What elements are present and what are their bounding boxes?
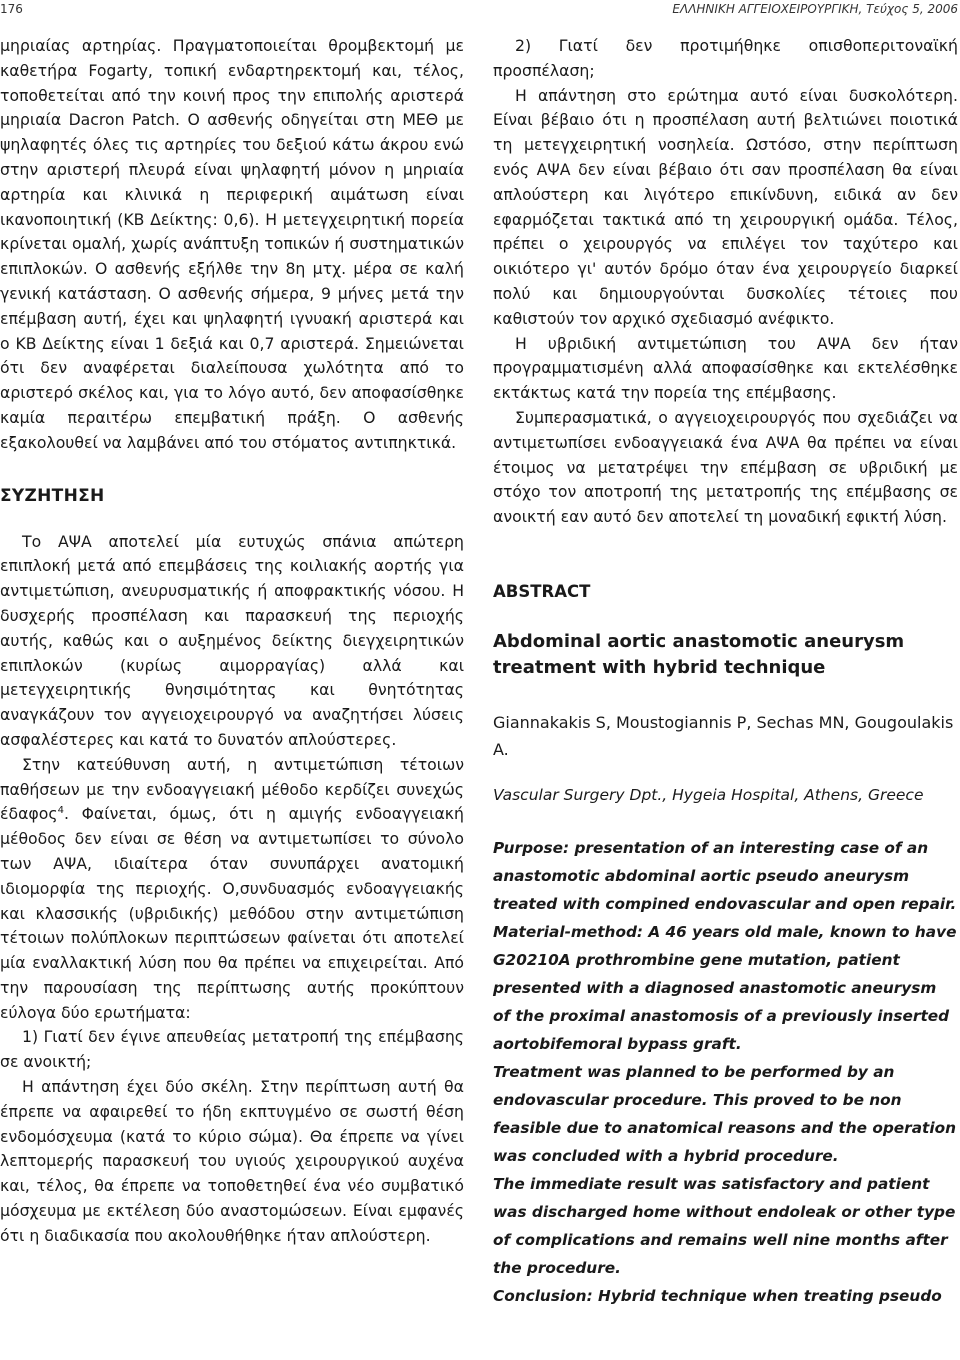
discussion-paragraph-2 — [0, 753, 464, 1026]
abstract-conclusion: Conclusion: Hybrid technique when treating pseudo — [493, 1286, 942, 1305]
page-header — [0, 0, 960, 22]
reference-superscript: 4 — [57, 805, 64, 817]
left-column — [0, 34, 464, 1249]
abstract-treatment: Treatment was planned to be performed by an endovascular procedure. This proved to be non feasible due to anatomical reasons and the operation was concluded with a hybrid procedure. — [493, 1062, 956, 1165]
answer-2: Η απάντηση στο ερώτημα αυτό είναι δυσκολότερη. Είναι βέβαιο ότι η προσπέλαση αυτή βελτιώνει ποιοτικά τη μετεγχειρητική νοσηλεία. Ωστόσο, στην περίπτωση ενός ΑΨΑ δεν είναι βέβαιο ότι σαν προσπέλαση θα είναι απλούστερη και λιγότερο επικίνδυνη, ειδικά αν δεν εφαρμόζεται τακτικά από τη χειρουργική ομάδα. Τέλος, πρέπει ο χειρουργός να επιλέγει τον ταχύτερο και οικιότερο γι' αυτόν δρόμο όταν ένα χειρουργείο διαρκεί πολύ και δημιουργούνται δυσκολίες τέτοιες που καθιστούν τον αρχικό σχεδιασμό ανέφικτο. — [493, 85, 958, 328]
abstract-title: Abdominal aortic anastomotic aneurysm treatment with hybrid technique — [493, 630, 905, 678]
abstract-method: Material-method: A 46 years old male, known to have G20210A prothrombine gene mutation, patient presented with a diagnosed anastomotic aneurysm of the proximal anastomosis of a previously inserted aortobifemoral bypass graft. — [493, 922, 957, 1053]
abstract-authors: Giannakakis S, Moustogiannis P, Sechas MN, Gougoulakis A. — [493, 712, 954, 759]
answer-1: Η απάντηση έχει δύο σκέλη. Στην περίπτωση αυτή θα έπρεπε να αφαιρεθεί το ήδη εκπτυγμένο σε σωστή θέση ενδομόσχευμα (κατά το κύριο σώμα). Θα έπρεπε να γίνει λεπτομερής παρασκευή του υγιούς χειρουργικού αυχένα και, τέλος, θα έπρεπε να τοποθετηθεί ένα νέο συμβατικό μόσχευμα με εκτέλεση δύο αναστομώσεων. Είναι εμφανές ότι η διαδικασία που ακολουθήθηκε ήταν απλούστερη. — [0, 1077, 464, 1245]
journal-title: ΕΛΛΗΝΙΚΗ ΑΓΓΕΙΟΧΕΙΡΟΥΡΓΙΚΗ, Τεύχος 5, 2006 — [672, 2, 958, 16]
hybrid-paragraph: Η υβριδική αντιμετώπιση του ΑΨΑ δεν ήταν προγραμματισμένη αλλά αποφασίσθηκε και εκτελέσθηκε εκτάκτως κατά την πορεία της επέμβασης. — [493, 333, 958, 403]
abstract-purpose: Purpose: presentation of an interesting case of an anastomotic abdominal aortic pseudo aneurysm treated with compined endovascular and open repair. — [493, 838, 957, 913]
question-2: 2) Γιατί δεν προτιμήθηκε οπισθοπεριτοναϊκή προσπέλαση; — [493, 36, 958, 80]
conclusion-paragraph: Συμπερασματικά, ο αγγειοχειρουργός που σχεδιάζει να αντιμετωπίσει ενδοαγγειακά ένα ΑΨΑ θα πρέπει να είναι έτοιμος να μετατρέψει την επέμβαση σε υβριδική με στόχο τον αποτροπή της μετατροπής της επέμβασης σε ανοικτή εαν αυτό δεν αποτελεί τη μοναδική εφικτή λύση. — [493, 407, 958, 527]
question-1: 1) Γιατί δεν έγινε απευθείας μετατροπή της επέμβασης σε ανοικτή; — [0, 1027, 464, 1072]
abstract-affiliation: Vascular Surgery Dpt., Hygeia Hospital, Athens, Greece — [493, 785, 924, 804]
abstract-heading: ABSTRACT — [493, 581, 591, 601]
case-continuation-paragraph: μηριαίας αρτηρίας. Πραγματοποιείται θρομβεκτομή με καθετήρα Fogarty, τοπική ενδαρτηρεκτομή και, τέλος, τοποθετείται από την κοινή προς την επιπολής αριστερά μηριαία Dacron Patch. Ο ασθενής οδηγείται στη ΜΕΘ με ψηλαφητές όλες τις αρτηρίες του δεξιού κάτω άκρου ενώ στην αριστερή πλευρά είναι ψηλαφητή μόνον η μηριαία αρτηρία και κλινικά η περιφερική αιμάτωση είναι ικανοποιητική (ΚΒ Δείκτης: 0,6). Η μετεγχειρητική πορεία κρίνεται ομαλή, χωρίς ανάπτυξη τοπικών ή συστηματικών επιπλοκών. Ο ασθενής εξήλθε την 8η μτχ. μέρα σε καλή γενική κατάσταση. Ο ασθενής σήμερα, 9 μήνες μετά την επέμβαση αυτή, έχει και ψηλαφητή ιγνυακή αριστερά και ο ΚΒ Δείκτης είναι 1 δεξιά και 0,7 αριστερά. Σημειώνεται ότι δεν αναφέρεται διαλείπουσα χωλότητα από το αριστερό σκέλος και, για το λόγο αυτό, δεν αποφασίσθηκε καμία περαιτέρω επεμβατική πράξη. Ο ασθενής εξακολουθεί να λαμβάνει από του στόματος αντιπηκτικά. — [0, 36, 464, 452]
abstract-result: The immediate result was satisfactory and patient was discharged home without endoleak or other type of complications and remains well nine months after the procedure. — [493, 1174, 956, 1277]
section-title-discussion: ΣΥΖΗΤΗΣΗ — [0, 485, 105, 506]
discussion-paragraph-1: Το ΑΨΑ αποτελεί μία ευτυχώς σπάνια απώτερη επιπλοκή μετά από επεμβάσεις της κοιλιακής αορτής για αντιμετώπιση, ανευρυσματικής ή αποφρακτικής νόσου. Η δυσχερής προσπέλαση και παρασκευή της περιοχής αυτής, καθώς και ο αυξημένος δείκτης διεγχειρητικών επιπλοκών (κυρίως αιμορραγίας) αλλά και μετεγχειρητικής θνησιμότητας και θνητότητας αναγκάζουν τον αγγειοχειρουργό να αναζητήσει λύσεις ασφαλέστερες και κατά το δυνατόν απλούστερες. — [0, 531, 464, 749]
discussion-paragraph-2-end: . Φαίνεται, όμως, ότι η αμιγής ενδοαγγειακή μέθοδος δεν είναι σε θέση να αντιμετωπίσει το σύνολο των ΑΨΑ, ιδιαίτερα όταν συνυπάρχει ανατομική ιδιομορφία της περιοχής. Ο,συνδυασμός ενδοαγγειακής και κλασσικής (υβριδικής) μεθόδου στην αντιμετώπιση τέτοιων πολύπλοκων περιπτώσεων φαίνεται ότι αποτελεί μία εναλλακτική λύση που θα πρέπει να επιχειρείται. Από την παρουσίαση της περίπτωσης αυτής προκύπτουν εύλογα δύο ερωτήματα: — [0, 804, 464, 1022]
right-column — [493, 34, 958, 1310]
page-number: 176 — [0, 2, 23, 16]
discussion-paragraph-2-start: Στην κατεύθυνση αυτή, η αντιμετώπιση τέτοιων παθήσεων με την ενδοαγγειακή μέθοδο κερδίζει συνεχώς έδαφος — [0, 754, 464, 824]
